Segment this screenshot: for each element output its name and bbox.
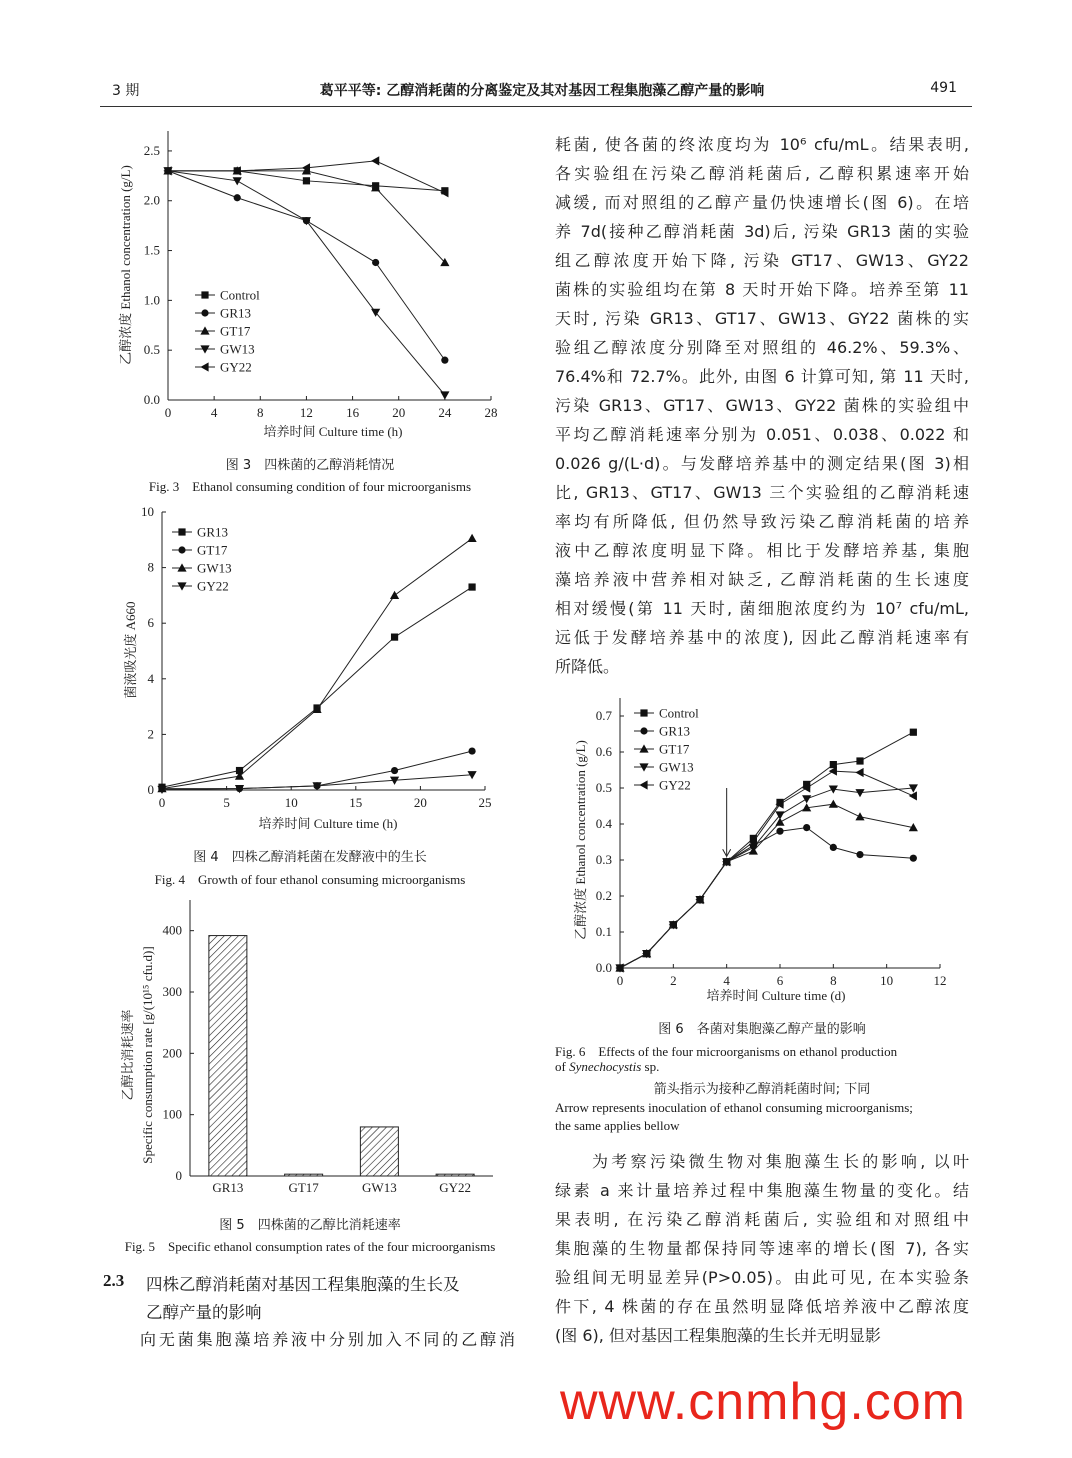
fig3-y-tick-label: 1.5 [143,242,160,258]
fig5-y-label-en: Specific consumption rate [g/(10¹⁵ cfu.d)] [140,946,155,1164]
fig3-y-tick-label: 0.0 [143,392,160,407]
text-line: (图 6), 但对基因工程集胞藻的生长并无明显影 [555,1326,881,1345]
legend-label: GY22 [197,578,229,594]
fig6-x-tick-label: 6 [776,973,784,988]
data-point [803,824,810,831]
series-line-gy22 [620,771,913,968]
text-line: 果表明, 在污染乙醇消耗菌后, 实验组和对照组中 [555,1210,969,1229]
series-line-gw13 [168,171,445,395]
data-point [234,194,241,201]
fig3-y-label: 乙醇浓度 Ethanol concentration (g/L) [118,165,133,365]
series-line-gt17 [168,171,445,263]
fig4-x-tick-label: 15 [349,795,363,810]
fig6-caption-en-2 [555,1059,659,1075]
fig6-y-tick-label: 0.2 [595,888,612,903]
legend-marker-gy22 [639,780,647,789]
fig4-y-tick-label: 4 [147,670,154,686]
fig3-x-label: 培养时间 Culture time (h) [263,424,403,439]
text-line: 平均乙醇消耗速率分别为 0.051、0.038、0.022 和 [555,425,969,444]
fig4-y-tick-label: 0 [147,782,154,797]
series-line-gr13 [620,828,913,968]
fig6-y-tick-label: 0.3 [595,852,612,867]
text-line: 0.026 g/(L·d)。与发酵培养基中的测定结果(图 3)相 [555,454,969,473]
fig3-y-tick-label: 0.5 [143,342,160,358]
data-point [440,391,449,399]
data-point [910,729,917,736]
data-point [855,789,864,797]
series-gr13 [158,583,475,790]
fig6-y-tick-label: 0.7 [595,708,612,723]
fig6-y-tick-label: 0.6 [595,744,612,759]
caption-text: sp. [641,1059,660,1074]
fig4-y-tick-label: 2 [147,726,154,742]
fig6-x-label: 培养时间 Culture time (d) [706,988,846,1003]
fig3-x-tick-label: 24 [438,405,452,420]
text-line: 菌株的实验组均在第 8 天时开始下降。培养至第 11 [555,280,969,299]
data-point [909,791,917,800]
text-line: 耗菌, 使各菌的终浓度均为 10⁶ cfu/mL。结果表明, [555,135,969,154]
fig3-x-tick-label: 28 [484,405,498,420]
fig3-y-tick-label: 2.5 [143,142,160,158]
data-point [391,634,398,641]
text-line: 养 7d(接种乙醇消耗菌 3d)后, 污染 GR13 菌的实验 [555,222,969,241]
page-number: 491 [930,80,957,96]
data-point [303,177,310,184]
data-point [802,795,811,803]
data-point [910,855,917,862]
fig6-note-en-2: the same applies bellow [555,1118,680,1133]
fig6-x-tick-label: 4 [723,973,730,988]
fig4-x-tick-label: 25 [478,795,492,810]
legend-marker-control [640,709,647,716]
fig4-y-tick-label: 10 [141,504,154,519]
species-name: Synechocystis [569,1059,642,1074]
legend-label: GY22 [659,777,691,793]
legend-marker-gy22 [200,362,208,371]
fig3-caption-en: Fig. 3 Ethanol consuming condition of four microorganisms [148,479,472,494]
fig4-caption-cn: 图 4 四株乙醇消耗菌在发酵液中的生长 [193,850,427,865]
fig3-x-tick-label: 4 [210,405,218,420]
legend-label: Control [220,287,260,303]
text-line: 比, GR13、GT17、GW13 三个实验组的乙醇消耗速 [555,483,969,502]
fig5-y-tick-label: 100 [162,1106,182,1122]
fig4-caption-en: Fig. 4 Growth of four ethanol consuming microorganisms [154,872,466,887]
fig6-x-tick-label: 12 [933,973,947,988]
data-point [856,757,863,764]
text-line: 各实验组在污染乙醇消耗菌后, 乙醇积累速率开始 [555,164,969,183]
text-line: 相对缓慢(第 11 天时, 菌细胞浓度约为 10⁷ cfu/mL, [555,599,969,618]
data-point [390,591,399,599]
fig3-x-tick-label: 16 [346,405,360,420]
data-point [441,357,448,364]
fig4-x-label: 培养时间 Culture time (h) [258,816,398,831]
text-line: 率均有所降低, 但仍然导致污染乙醇消耗菌的培养 [555,512,969,531]
data-point [855,768,863,777]
legend-label: GT17 [220,323,251,339]
fig6-caption-cn: 图 6 各菌对集胞藻乙醇产量的影响 [658,1022,866,1037]
text-line: 组乙醇浓度开始下降, 污染 GT17、GW13、GY22 [555,251,969,270]
fig5-category-label: GW13 [362,1180,397,1195]
text-line: 所降低。 [555,657,620,676]
text-line: 集胞藻的生物量都保持同等速率的增长(图 7), 各实 [555,1239,969,1258]
fig4-y-tick-label: 6 [147,615,154,631]
data-point [856,851,863,858]
fig5-y-tick-label: 200 [162,1045,182,1061]
fig4-x-tick-label: 20 [413,795,427,810]
data-point [371,156,379,165]
fig4-x-tick-label: 5 [223,795,230,810]
legend-label: GT17 [197,542,228,558]
bar-gy22 [436,1174,474,1176]
section-title-line2: 乙醇产量的影响 [146,1303,262,1322]
fig6-y-tick-label: 0.0 [595,960,612,975]
fig3-caption-cn: 图 3 四株菌的乙醇消耗情况 [225,458,395,473]
fig3-y-tick-label: 2.0 [143,192,160,208]
fig5-category-label: GT17 [288,1180,319,1195]
section-body-line: 向无菌集胞藻培养液中分别加入不同的乙醇消 [140,1330,515,1349]
fig6-y-tick-label: 0.5 [595,780,612,795]
legend-marker-gr13 [640,727,647,734]
series-line-gt17 [620,804,913,968]
text-line: 减缓, 而对照组的乙醇产量仍快速增长(图 6)。在培 [555,193,969,212]
legend-marker-gr13 [178,528,185,535]
series-gy22 [615,766,917,972]
data-point [372,259,379,266]
fig3-x-tick-label: 8 [257,405,264,420]
fig5-caption-cn: 图 5 四株菌的乙醇比消耗速率 [219,1218,401,1233]
fig3-x-tick-label: 20 [392,405,406,420]
text-line: 藻培养液中营养相对缺乏, 乙醇消耗菌的生长速度 [555,570,969,589]
fig4-y-label: 菌液吸光度 A660 [123,601,138,699]
series-gy22 [157,771,476,794]
fig4-y-tick-label: 8 [147,559,154,575]
series-line-gw13 [162,538,472,788]
fig3-x-tick-label: 0 [164,405,172,420]
legend-label: GT17 [659,741,690,757]
text-line: 为考察污染微生物对集胞藻生长的影响, 以叶 [592,1152,969,1171]
legend-label: GW13 [220,341,255,357]
legend-label: Control [659,705,699,721]
legend-label: GR13 [220,305,252,321]
text-line: 件下, 4 株菌的存在虽然明显降低培养液中乙醇浓度 [555,1297,969,1316]
data-point [776,828,783,835]
fig5-category-label: GY22 [439,1180,472,1195]
text-line: 远低于发酵培养基中的浓度), 因此乙醇消耗速率有 [555,628,969,647]
legend-marker-gr13 [201,309,208,316]
fig6-x-tick-label: 2 [670,973,677,988]
text-line: 验组间无明显差异(P>0.05)。由此可见, 在本实验条 [555,1268,969,1287]
legend-label: GR13 [197,524,229,540]
fig6-x-tick-label: 10 [880,973,894,988]
section-title-line1: 四株乙醇消耗菌对基因工程集胞藻的生长及 [146,1275,460,1294]
fig6-y-tick-label: 0.4 [595,816,612,831]
text-line: 76.4%和 72.7%。此外, 由图 6 计算可知, 第 11 天时, [555,367,969,386]
bar-gt17 [285,1174,323,1176]
text-line: 污染 GR13、GT17、GW13、GY22 菌株的实验组中 [555,396,969,415]
fig6-x-tick-label: 8 [830,973,837,988]
series-line-gr13 [168,171,445,360]
data-point [829,800,838,808]
series-line-gr13 [162,587,472,787]
fig6-note-en: Arrow represents inoculation of ethanol consuming microorganisms; [555,1100,913,1115]
fig6-y-label: 乙醇浓度 Ethanol concentration (g/L) [573,740,588,940]
watermark: www.cnmhg.com [560,1373,966,1431]
fig4-x-tick-label: 0 [158,795,166,810]
fig5-y-label-cn: 乙醇比消耗速率 [120,1009,135,1101]
series-gw13 [615,784,918,972]
series-line-gw13 [620,788,913,968]
fig6-x-tick-label: 0 [616,973,624,988]
text-line: 绿素 a 来计量培养过程中集胞藻生物量的变化。结 [555,1181,969,1200]
text-line: 验组乙醇浓度分别降至对照组的 46.2%、59.3%、 [555,338,969,357]
issue-number: 3 期 [112,83,140,99]
caption-text: of [555,1059,570,1074]
section-number: 2.3 [103,1271,125,1290]
fig3-x-tick-label: 12 [299,405,313,420]
fig5-y-tick-label: 400 [162,922,182,938]
fig6-note-cn: 箭头指示为接种乙醇消耗菌时间; 下同 [653,1082,871,1097]
legend-label: GY22 [220,359,252,375]
bar-gr13 [209,936,247,1176]
data-point [468,747,475,754]
data-point [467,534,476,542]
legend-label: GW13 [659,759,694,775]
series-gt17 [615,800,918,972]
fig5-y-tick-label: 0 [175,1168,182,1183]
legend-label: GW13 [197,560,232,576]
data-point [855,812,864,820]
text-line: 液中乙醇浓度明显下降。相比于发酵培养基, 集胞 [555,541,969,560]
fig5-caption-en: Fig. 5 Specific ethanol consumption rates of the four microorganisms [124,1239,496,1254]
text-line: 天时, 污染 GR13、GT17、GW13、GY22 菌株的实 [555,309,969,328]
data-point [830,844,837,851]
series-gr13 [616,824,917,972]
data-point [233,177,242,185]
running-title: 葛平平等: 乙醇消耗菌的分离鉴定及其对基因工程集胞藻乙醇产量的影响 [319,83,765,99]
data-point [468,583,475,590]
fig3-y-tick-label: 1.0 [143,292,160,308]
fig4-x-tick-label: 10 [284,795,298,810]
legend-marker-control [201,291,208,298]
fig5-y-tick-label: 300 [162,984,182,999]
legend-marker-gt17 [178,546,185,553]
data-point [391,767,398,774]
fig6-y-tick-label: 0.1 [595,924,612,939]
bar-gw13 [360,1127,398,1176]
fig5-category-label: GR13 [212,1180,244,1195]
fig6-caption-en: Fig. 6 Effects of the four microorganisms on ethanol production [555,1044,898,1059]
legend-label: GR13 [659,723,691,739]
